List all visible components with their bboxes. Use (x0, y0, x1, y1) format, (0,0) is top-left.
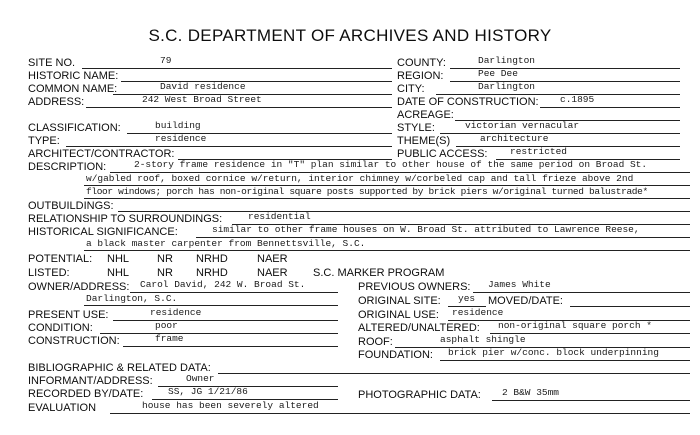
historical-significance-label: HISTORICAL SIGNIFICANCE: (28, 226, 178, 238)
informant-label: INFORMANT/ADDRESS: (28, 375, 153, 387)
bibliographic-line (218, 373, 690, 374)
owner-text-2: Darlington, S.C. (86, 293, 178, 304)
listed-label: LISTED: (28, 267, 70, 279)
construction-value: frame (155, 333, 184, 344)
potential-naer: NAER (257, 253, 288, 265)
site-no-label: SITE NO. (28, 57, 76, 69)
themes-line (456, 146, 680, 147)
marker-program-label: S.C. MARKER PROGRAM (313, 267, 445, 279)
description-text-2: w/gabled roof, boxed cornice w/return, interior chimney w/corbeled cap and tall frieze above 2nd (86, 173, 634, 184)
roof-label: ROOF: (358, 336, 393, 348)
acreage-label: ACREAGE: (397, 109, 454, 121)
description-text-1: 2-story frame residence in "T" plan similar to other house of the same period on Broad St. (134, 159, 648, 170)
condition-value: poor (155, 320, 178, 331)
original-use-label: ORIGINAL USE: (358, 309, 439, 321)
photographic-label: PHOTOGRAPHIC DATA: (358, 389, 481, 401)
public-access-label: PUBLIC ACCESS: (397, 148, 488, 160)
address-value: 242 West Broad Street (142, 94, 262, 105)
region-value: Pee Dee (478, 68, 518, 79)
photographic-line (492, 400, 690, 401)
evaluation-line (110, 413, 690, 414)
recorded-label: RECORDED BY/DATE: (28, 388, 144, 400)
previous-owners-line (473, 292, 690, 293)
description-line-3 (84, 198, 690, 199)
classification-label: CLASSIFICATION: (28, 122, 121, 134)
construction-line (123, 346, 338, 347)
type-line (66, 146, 392, 147)
historical-line-2 (84, 250, 690, 251)
foundation-value: brick pier w/conc. block underpinning (448, 347, 659, 358)
altered-label: ALTERED/UNALTERED: (358, 322, 480, 334)
date-construction-value: c.1895 (560, 94, 595, 105)
outbuildings-label: OUTBUILDINGS: (28, 200, 114, 212)
moved-date-line (570, 306, 690, 307)
recorded-value: SS, JG 1/21/86 (168, 386, 248, 397)
outbuildings-line (118, 211, 690, 212)
public-access-value: restricted (510, 146, 568, 157)
city-label: CITY: (397, 83, 425, 95)
date-construction-line (540, 107, 680, 108)
county-value: Darlington (478, 55, 536, 66)
potential-nr: NR (157, 253, 173, 265)
condition-line (100, 333, 338, 334)
county-label: COUNTY: (397, 57, 446, 69)
city-line (436, 94, 680, 95)
original-use-value: residence (452, 307, 504, 318)
historical-text-2: a black master carpenter from Bennettsville, S.C. (86, 238, 366, 249)
historical-text-1: similar to other frame houses on W. Broad St. attributed to Lawrence Reese, (212, 224, 640, 235)
potential-nhl: NHL (107, 253, 130, 265)
present-use-line (113, 320, 338, 321)
construction-label: CONSTRUCTION: (28, 335, 120, 347)
site-no-value: 79 (160, 55, 172, 66)
date-construction-label: DATE OF CONSTRUCTION: (397, 96, 539, 108)
listed-naer: NAER (257, 267, 288, 279)
page-title: S.C. DEPARTMENT OF ARCHIVES AND HISTORY (148, 26, 552, 45)
owner-text-1: Carol David, 242 W. Broad St. (140, 279, 306, 290)
evaluation-value: house has been severely altered (142, 400, 319, 411)
previous-owners-label: PREVIOUS OWNERS: (358, 281, 471, 293)
previous-owners-value: James White (488, 279, 551, 290)
evaluation-label: EVALUATION (28, 402, 97, 414)
style-line (440, 133, 680, 134)
listed-nhl: NHL (107, 267, 130, 279)
description-text-3: floor windows; porch has non-original square posts supported by brick piers w/original turned balustrade* (86, 186, 648, 197)
listed-nrhd: NRHD (196, 267, 228, 279)
relationship-label: RELATIONSHIP TO SURROUNDINGS: (28, 213, 223, 225)
relationship-value: residential (248, 211, 311, 222)
owner-line-2 (84, 305, 338, 306)
themes-label: THEME(S) (397, 135, 451, 147)
foundation-label: FOUNDATION: (358, 349, 433, 361)
type-value: residence (155, 133, 207, 144)
listed-nr: NR (157, 267, 173, 279)
common-name-value: David residence (160, 81, 246, 92)
classification-value: building (155, 120, 201, 131)
potential-nrhd: NRHD (196, 253, 228, 265)
moved-date-label: MOVED/DATE: (488, 295, 563, 307)
region-label: REGION: (397, 70, 444, 82)
themes-value: architecture (480, 133, 549, 144)
original-site-value: yes (458, 293, 476, 304)
present-use-label: PRESENT USE: (28, 309, 109, 321)
historic-name-label: HISTORIC NAME: (28, 70, 119, 82)
owner-address-label: OWNER/ADDRESS: (28, 281, 130, 293)
foundation-line (440, 360, 690, 361)
site-no-line (82, 68, 392, 69)
type-label: TYPE: (28, 135, 60, 147)
original-site-label: ORIGINAL SITE: (358, 295, 441, 307)
city-value: Darlington (478, 81, 536, 92)
photographic-value: 2 B&W 35mm (502, 387, 560, 398)
architect-label: ARCHITECT/CONTRACTOR: (28, 148, 175, 160)
style-value: victorian vernacular (465, 120, 580, 131)
potential-label: POTENTIAL: (28, 253, 93, 265)
address-label: ADDRESS: (28, 96, 85, 108)
present-use-value: residence (150, 307, 202, 318)
altered-value: non-original square porch * (498, 320, 652, 331)
common-name-label: COMMON NAME: (28, 83, 118, 95)
description-label: DESCRIPTION: (28, 161, 107, 173)
informant-value: Owner (186, 373, 215, 384)
bibliographic-label: BIBLIOGRAPHIC & RELATED DATA: (28, 362, 211, 374)
address-line (86, 107, 392, 108)
roof-value: asphalt shingle (440, 334, 526, 345)
condition-label: CONDITION: (28, 322, 93, 334)
style-label: STYLE: (397, 122, 435, 134)
